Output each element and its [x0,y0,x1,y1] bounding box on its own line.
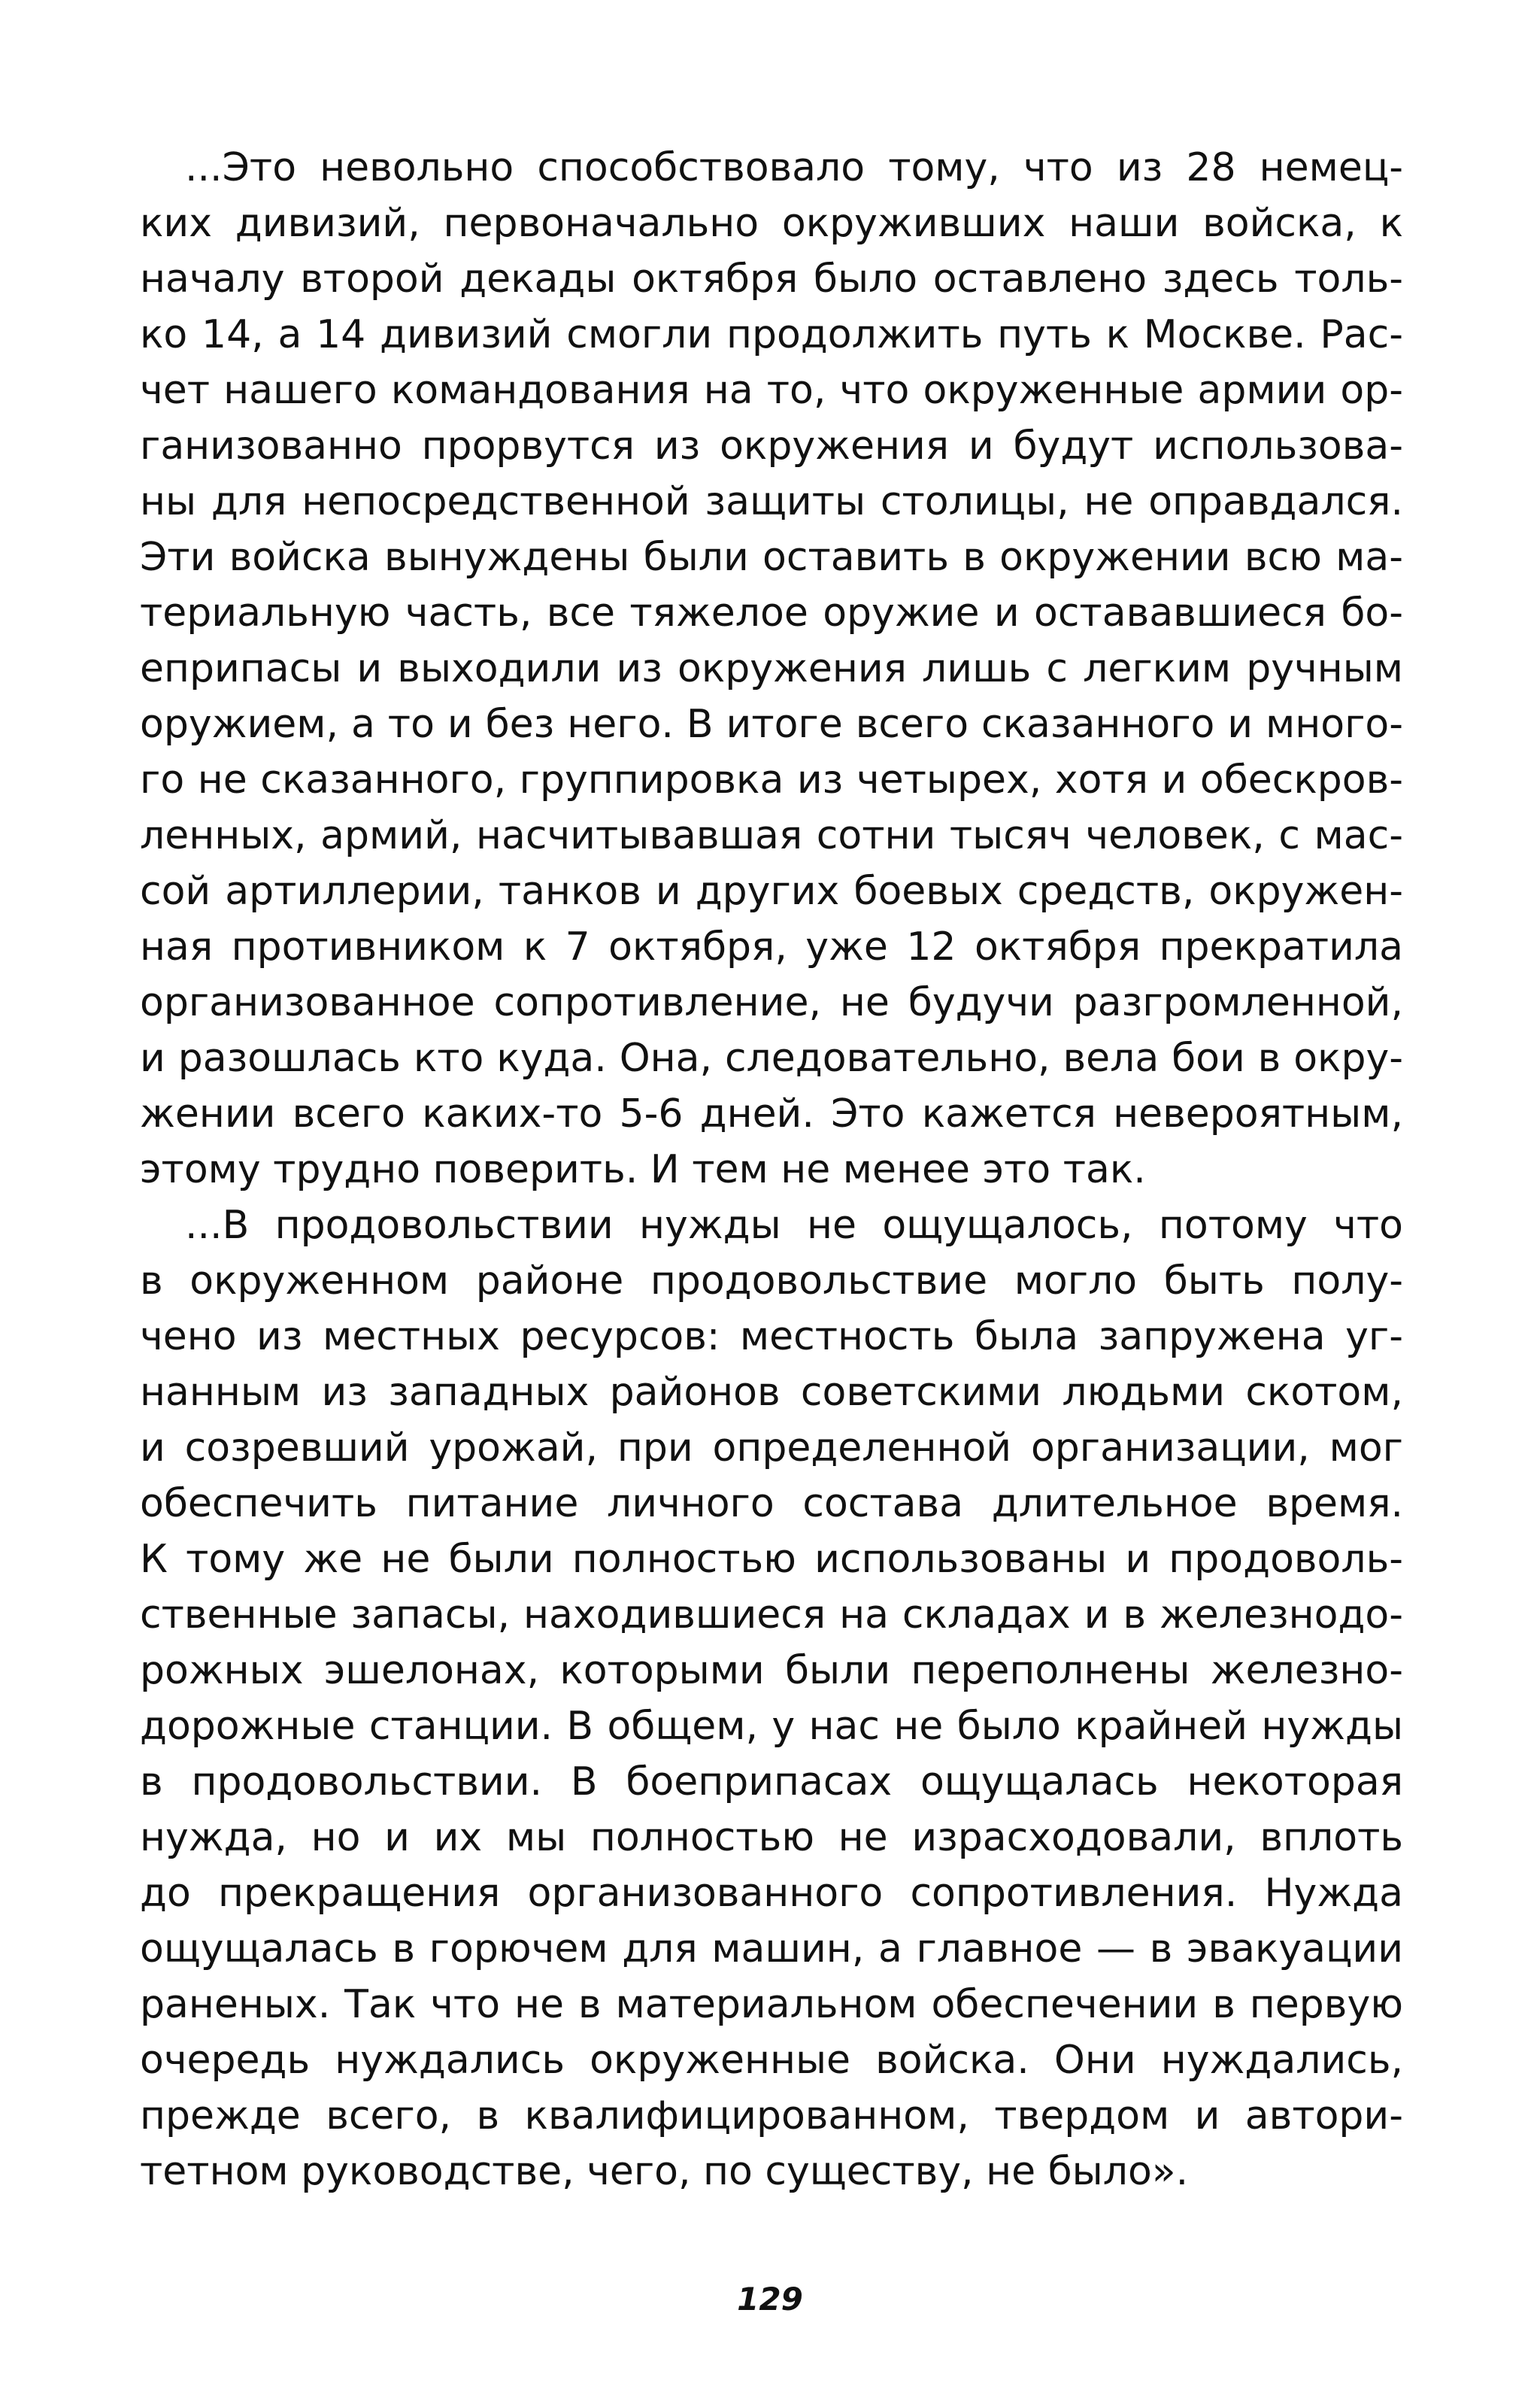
text-line: ленных, армий, насчитывавшая сотни тысяч человек, с мас- [140,813,1403,858]
text-line: тетном руководстве, чего, по существу, не было». [140,2149,1189,2194]
text-line: ко 14, а 14 дивизий смогли продолжить путь к Москве. Рас- [140,312,1403,357]
text-line: ...В продовольствии нужды не ощущалось, потому что [185,1203,1403,1248]
text-line: организованное сопротивление, не будучи разгромленной, [140,980,1403,1025]
page-number: 129 [737,2281,803,2317]
text-line: Эти войска вынуждены были оставить в окружении всю ма- [140,535,1403,580]
text-line: го не сказанного, группировка из четырех, хотя и обескров- [140,757,1403,803]
text-line: в продовольствии. В боеприпасах ощущалась некоторая [140,1759,1403,1805]
text-line: нанным из западных районов советскими людьми скотом, [140,1370,1403,1415]
text-line: началу второй декады октября было оставлено здесь толь- [140,256,1403,302]
text-line: ганизованно прорвутся из окружения и будут использова- [140,423,1403,469]
text-line: ...Это невольно способствовало тому, что из 28 немец- [185,145,1403,190]
text-line: ная противником к 7 октября, уже 12 октября прекратила [140,924,1403,970]
text-line: жении всего каких-то 5-6 дней. Это кажется невероятным, [140,1091,1403,1137]
text-line: очередь нуждались окруженные войска. Они нуждались, [140,2038,1403,2083]
text-line: ких дивизий, первоначально окруживших наши войска, к [140,201,1403,246]
text-line: раненых. Так что не в материальном обеспечении в первую [140,1982,1403,2027]
text-line: в окруженном районе продовольствие могло быть полу- [140,1258,1403,1304]
text-line: ственные запасы, находившиеся на складах и в железнодо- [140,1592,1403,1638]
text-line: прежде всего, в квалифицированном, твердом и автори- [140,2093,1403,2138]
text-line: обеспечить питание личного состава длительное время. [140,1481,1403,1526]
text-line: нужда, но и их мы полностью не израсходовали, вплоть [140,1815,1403,1860]
text-line: чено из местных ресурсов: местность была запружена уг- [140,1314,1403,1359]
text-line: дорожные станции. В общем, у нас не было крайней нужды [140,1704,1403,1749]
text-line: оружием, а то и без него. В итоге всего сказанного и много- [140,702,1403,747]
text-line: сой артиллерии, танков и других боевых средств, окружен- [140,869,1403,914]
text-line: и разошлась кто куда. Она, следовательно, вела бои в окру- [140,1036,1403,1081]
text-line: чет нашего командования на то, что окруженные армии ор- [140,368,1403,413]
text-line: этому трудно поверить. И тем не менее это так. [140,1147,1146,1192]
text-line: К тому же не были полностью использованы и продоволь- [140,1537,1403,1582]
text-line: териальную часть, все тяжелое оружие и остававшиеся бо- [140,590,1403,636]
text-line: до прекращения организованного сопротивления. Нужда [140,1871,1403,1916]
text-line: еприпасы и выходили из окружения лишь с легким ручным [140,646,1403,691]
text-line: ны для непосредственной защиты столицы, не оправдался. [140,479,1403,524]
text-line: рожных эшелонах, которыми были переполнены железно- [140,1648,1403,1693]
text-line: и созревший урожай, при определенной организации, мог [140,1425,1403,1471]
text-line: ощущалась в горючем для машин, а главное — в эвакуации [140,1926,1403,1971]
